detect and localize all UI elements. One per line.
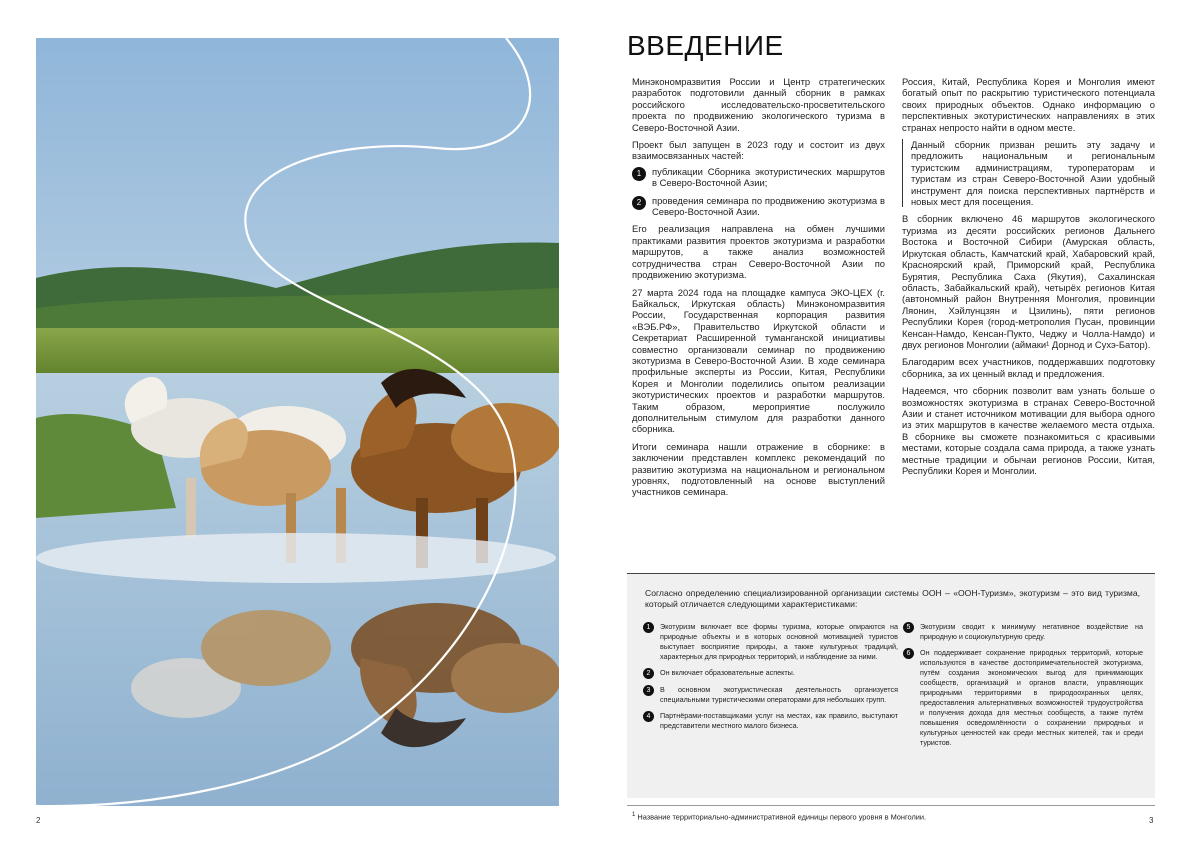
footnote-text: Название территориально-административной единицы первого уровня в Монголии.	[637, 812, 927, 822]
definition-item-text: Он поддерживает сохранение природных территорий, которые используются в качестве достопримечательностей экотуризма, путём создания экономических выгод для принимающих сообществ, организаций и органов власти, управляющих природными территориями в природоохранных целях, предоставления альтернативных возможностей трудоустройства и получения дохода для местных сообществ, а также путём повышения осведомлённости о сохранении природных и культурных ценностей как среди местных жителей, так и среди туристов.	[920, 648, 1143, 747]
definition-item	[643, 622, 898, 662]
paragraph: Его реализация направлена на обмен лучшими практиками развития проектов экотуризма и разработки маршрутов, а также анализ возможностей сотрудничества стран Северо-Восточной Азии по продвижению экотуризма.	[632, 223, 885, 281]
number-badge: 6	[903, 648, 914, 659]
page-title: ВВЕДЕНИЕ	[627, 30, 784, 61]
page-number-right: 3	[1149, 816, 1154, 825]
definition-item	[903, 648, 1143, 748]
list-item	[632, 166, 885, 189]
list-item-text: публикации Сборника экотуристических маршрутов в Северо-Восточной Азии;	[652, 165, 885, 189]
footnote-mark: 1	[632, 812, 636, 818]
paragraph: Минэкономразвития России и Центр стратегических разработок подготовили данный сборник в рамках российского исследовательско-просветительского проекта по продвижению экологического туризма в Северо-Восточной Азии.	[632, 76, 885, 133]
text-column-2	[902, 76, 1155, 482]
definition-intro: Согласно определению специализированной организации системы ООН – «ООН-Туризм», экотуризм – это вид туризма, который отличается следующими характеристиками:	[645, 588, 1140, 609]
text-column-1	[632, 76, 885, 504]
definition-box	[627, 573, 1155, 798]
definition-item	[643, 685, 898, 705]
definition-item	[643, 711, 898, 731]
page-number-left: 2	[36, 816, 41, 825]
paragraph: В сборник включено 46 маршрутов экологического туризма из десяти российских регионов Дальнего Востока и Восточной Сибири (Амурская область, Иркутская область, Камчатский край, Хабаровский край, Красноярский край, Приморский край, Республика Бурятия, Республика Саха (Якутия), Сахалинская область, Забайкальский край), четырёх регионов Китая (автономный район Внутренняя Монголия, провинции Ляонин, Хэйлунцзян и Цзилинь), пяти регионов Республики Корея (город-метрополия Пусан, провинции Кенсан-Намдо, Кенсан-Пукто, Чеджу и Чолла-Намдо) и двух регионов Монголии (аймаки¹ Дорнод и Сухэ-Батор).	[902, 213, 1155, 350]
paragraph: Благодарим всех участников, поддержавших подготовку сборника, за их ценный вклад и предложения.	[902, 356, 1155, 379]
definition-item	[903, 622, 1143, 642]
definition-item-text: Экотуризм сводит к минимуму негативное воздействие на природную и социокультурную среду.	[920, 622, 1143, 641]
footnote	[632, 812, 926, 821]
footnote-divider	[627, 805, 1155, 806]
number-badge: 2	[643, 668, 654, 679]
list-item	[632, 195, 885, 218]
paragraph: Проект был запущен в 2023 году и состоит из двух взаимосвязанных частей:	[632, 139, 885, 162]
definition-item-text: Партнёрами-поставщиками услуг на местах, как правило, выступают представители местного малого бизнеса.	[660, 711, 898, 730]
number-badge: 3	[643, 685, 654, 696]
definition-item-text: Экотуризм включает все формы туризма, которые опираются на природные объекты и в которых основной мотивацией туристов выступает восприятие природы, а также культурных традиций, характерных для природных территорий, и наблюдение за ними.	[660, 622, 898, 661]
horses-photo	[36, 38, 559, 806]
paragraph: 27 марта 2024 года на площадке кампуса ЭКО-ЦЕХ (г. Байкальск, Иркутская область) Минэкономразвития России, Государственная корпорация развития «ВЭБ.РФ», Правительство Иркутской области и Секретариат Расширенной туманганской инициативы совместно организовали семинар по продвижению экотуризма в Северо-Восточной Азии. В ходе семинара профильные эксперты из России, Китая, Республики Корея и Монголии поделились опытом реализации экотуристических проектов и разработки маршрутов. Таким образом, мероприятие послужило дополнительным стимулом для разработки данного сборника.	[632, 286, 885, 435]
definition-item-text: В основном экотуристическая деятельность организуется специальными туристическими операторами для небольших групп.	[660, 685, 898, 704]
paragraph: Россия, Китай, Республика Корея и Монголия имеют богатый опыт по раскрытию туристического потенциала своих природных объектов. Однако информацию о перспективных экотуристических направлениях в этих странах непросто найти в одном месте.	[902, 76, 1155, 133]
paragraph: Итоги семинара нашли отражение в сборнике: в заключении представлен комплекс рекомендаций по развитию экотуризма на национальном и региональном уровнях, подготовленный на основе выступлений участников семинара.	[632, 440, 885, 498]
definition-column-left	[643, 622, 898, 737]
paragraph: Надеемся, что сборник позволит вам узнать больше о возможностях экотуризма в странах Северо-Восточной Азии и станет источником мотивации для выбора одного из этих маршрутов в качестве желаемого места отдыха. В сборнике вы сможете познакомиться с красивыми местами, которые создала сама природа, а также узнать местные традиции и обычаи регионов России, Китая, Республики Корея и Монголии.	[902, 385, 1155, 476]
number-badge: 1	[643, 622, 654, 633]
number-badge: 1	[632, 167, 646, 181]
definition-item-text: Он включает образовательные аспекты.	[660, 668, 795, 677]
definition-column-right	[903, 622, 1143, 754]
definition-item	[643, 668, 898, 679]
number-badge: 4	[643, 711, 654, 722]
number-badge: 5	[903, 622, 914, 633]
highlight-quote: Данный сборник призван решить эту задачу и предложить национальным и региональным туристским администрациям, туроператорам и туристам из стран Северо-Восточной Азии удобный инструмент для поиска перспективных партнёрств и новых мест для посещения.	[902, 139, 1155, 207]
number-badge: 2	[632, 196, 646, 210]
list-item-text: проведения семинара по продвижению экотуризма в Северо-Восточной Азии.	[652, 194, 885, 218]
